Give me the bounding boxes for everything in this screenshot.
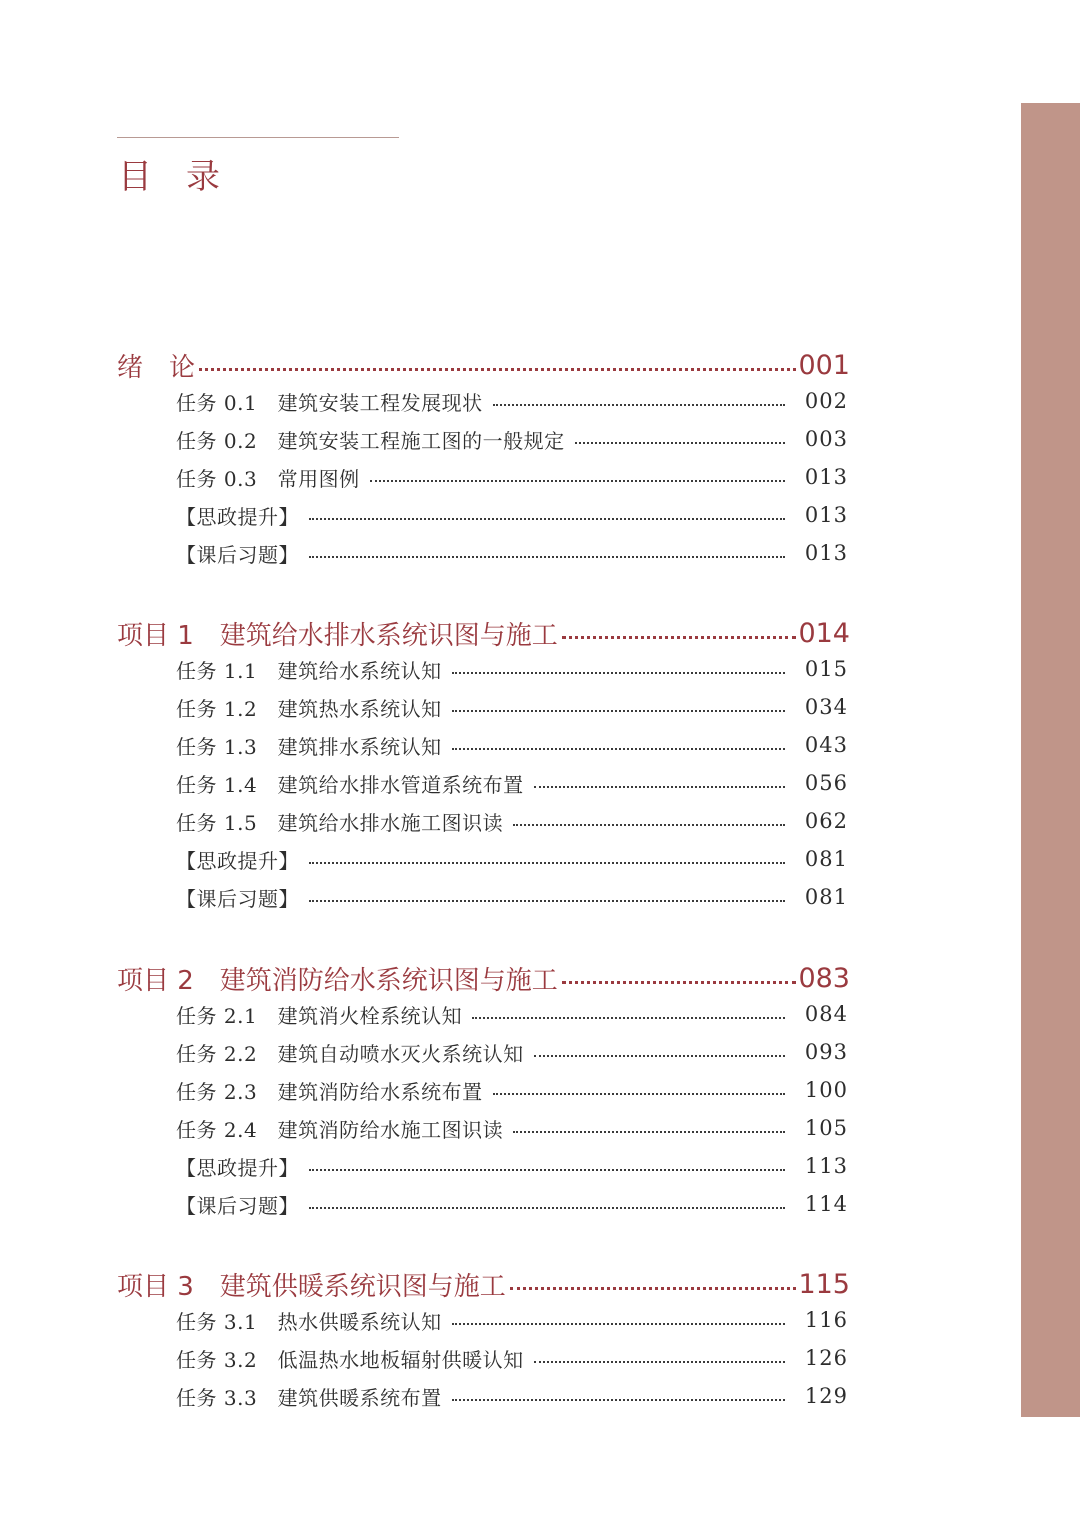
entry-title: 任务 1.1 建筑给水系统认知 <box>176 658 442 683</box>
toc-entry[interactable] <box>176 728 848 762</box>
dot-leader <box>513 824 785 826</box>
dot-leader <box>452 1399 785 1401</box>
entry-page-number: 081 <box>804 885 848 909</box>
dot-leader <box>452 748 785 750</box>
entry-page-number: 013 <box>804 541 848 565</box>
dot-leader <box>370 480 785 482</box>
entry-title: 任务 2.4 建筑消防给水施工图识读 <box>176 1117 504 1142</box>
entry-page-number: 105 <box>804 1116 848 1140</box>
entry-page-number: 013 <box>804 503 848 527</box>
toc-section-intro[interactable] <box>117 345 850 385</box>
entry-page-number: 003 <box>804 427 848 451</box>
toc-entry[interactable] <box>176 880 848 914</box>
entry-title: 任务 2.1 建筑消火栓系统认知 <box>176 1003 463 1028</box>
entry-title: 任务 3.2 低温热水地板辐射供暖认知 <box>176 1347 524 1372</box>
dot-leader <box>309 900 785 902</box>
entry-title: 【课后习题】 <box>176 542 299 567</box>
entry-title: 任务 1.2 建筑热水系统认知 <box>176 696 442 721</box>
dot-leader <box>493 1093 785 1095</box>
section-title: 绪 论 <box>117 352 196 383</box>
dot-leader <box>309 1207 785 1209</box>
entry-title: 任务 0.2 建筑安装工程施工图的一般规定 <box>176 428 565 453</box>
dot-leader <box>309 556 785 558</box>
dot-leader <box>534 786 785 788</box>
dot-leader <box>472 1017 785 1019</box>
toc-entry[interactable] <box>176 766 848 800</box>
entry-page-number: 062 <box>804 809 848 833</box>
section-title: 项目 2 建筑消防给水系统识图与施工 <box>117 965 558 996</box>
toc-section-project-3[interactable] <box>117 1264 850 1304</box>
entry-title: 【思政提升】 <box>176 1155 299 1180</box>
entry-title: 任务 2.2 建筑自动喷水灭火系统认知 <box>176 1041 524 1066</box>
entry-page-number: 081 <box>804 847 848 871</box>
toc-entry[interactable] <box>176 1341 848 1375</box>
toc-entry[interactable] <box>176 842 848 876</box>
toc-entry[interactable] <box>176 1379 848 1413</box>
entry-page-number: 113 <box>804 1154 848 1178</box>
entry-title: 【课后习题】 <box>176 886 299 911</box>
toc-entry[interactable] <box>176 422 848 456</box>
toc-section-project-2[interactable] <box>117 958 850 998</box>
dot-leader <box>493 404 785 406</box>
toc-entry[interactable] <box>176 1187 848 1221</box>
entry-title: 【思政提升】 <box>176 504 299 529</box>
entry-page-number: 013 <box>804 465 848 489</box>
entry-title: 任务 1.4 建筑给水排水管道系统布置 <box>176 772 524 797</box>
entry-page-number: 129 <box>804 1384 848 1408</box>
toc-entry[interactable] <box>176 997 848 1031</box>
entry-title: 任务 1.5 建筑给水排水施工图识读 <box>176 810 504 835</box>
entry-page-number: 126 <box>804 1346 848 1370</box>
toc-entry[interactable] <box>176 1149 848 1183</box>
dot-leader <box>309 862 785 864</box>
entry-title: 任务 1.3 建筑排水系统认知 <box>176 734 442 759</box>
entry-title: 任务 0.1 建筑安装工程发展现状 <box>176 390 483 415</box>
entry-title: 任务 3.3 建筑供暖系统布置 <box>176 1385 442 1410</box>
section-page-number: 014 <box>798 617 850 649</box>
section-page-number: 001 <box>798 349 850 381</box>
entry-title: 【课后习题】 <box>176 1193 299 1218</box>
toc-entry[interactable] <box>176 1303 848 1337</box>
dot-leader <box>575 442 785 444</box>
dot-leader <box>510 1287 797 1290</box>
section-title: 项目 1 建筑给水排水系统识图与施工 <box>117 620 558 651</box>
toc-entry[interactable] <box>176 1035 848 1069</box>
dot-leader <box>452 1323 785 1325</box>
entry-page-number: 034 <box>804 695 848 719</box>
dot-leader <box>199 368 796 371</box>
dot-leader <box>562 981 797 984</box>
dot-leader <box>534 1055 785 1057</box>
section-title: 项目 3 建筑供暖系统识图与施工 <box>117 1271 506 1302</box>
entry-page-number: 015 <box>804 657 848 681</box>
toc-entry[interactable] <box>176 384 848 418</box>
entry-title: 任务 3.1 热水供暖系统认知 <box>176 1309 442 1334</box>
section-page-number: 115 <box>798 1268 850 1300</box>
dot-leader <box>452 672 785 674</box>
entry-title: 任务 0.3 常用图例 <box>176 466 360 491</box>
dot-leader <box>562 636 797 639</box>
toc-entry[interactable] <box>176 1111 848 1145</box>
section-page-number: 083 <box>798 962 850 994</box>
entry-page-number: 100 <box>804 1078 848 1102</box>
dot-leader <box>534 1361 785 1363</box>
toc-entry[interactable] <box>176 536 848 570</box>
toc-entry[interactable] <box>176 652 848 686</box>
dot-leader <box>513 1131 785 1133</box>
entry-title: 【思政提升】 <box>176 848 299 873</box>
dot-leader <box>452 710 785 712</box>
entry-page-number: 056 <box>804 771 848 795</box>
toc-section-project-1[interactable] <box>117 613 850 653</box>
toc-entry[interactable] <box>176 690 848 724</box>
dot-leader <box>309 518 785 520</box>
entry-title: 任务 2.3 建筑消防给水系统布置 <box>176 1079 483 1104</box>
page-title: 目 录 <box>118 157 220 197</box>
entry-page-number: 093 <box>804 1040 848 1064</box>
entry-page-number: 114 <box>804 1192 848 1216</box>
toc-entry[interactable] <box>176 498 848 532</box>
toc-entry[interactable] <box>176 1073 848 1107</box>
entry-page-number: 116 <box>804 1308 848 1332</box>
entry-page-number: 043 <box>804 733 848 757</box>
entry-page-number: 084 <box>804 1002 848 1026</box>
entry-page-number: 002 <box>804 389 848 413</box>
toc-entry[interactable] <box>176 460 848 494</box>
dot-leader <box>309 1169 785 1171</box>
toc-entry[interactable] <box>176 804 848 838</box>
